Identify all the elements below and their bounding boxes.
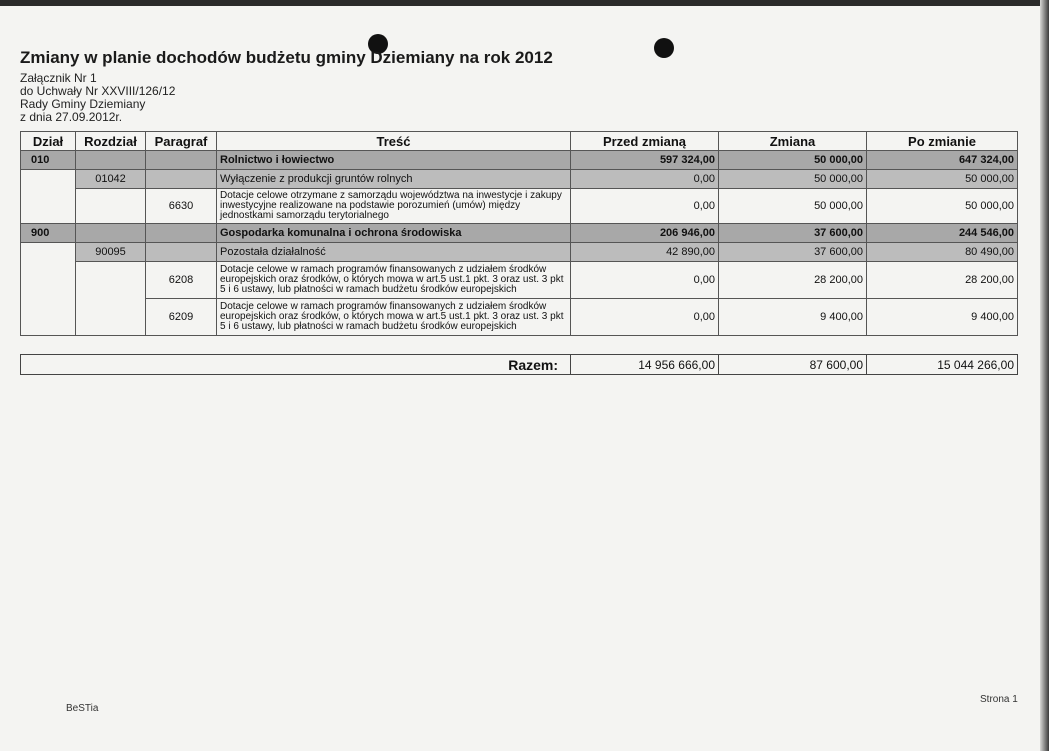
column-header: Przed zmianą bbox=[571, 132, 719, 151]
dzial-name: Gospodarka komunalna i ochrona środowiska bbox=[217, 224, 571, 243]
value-change: 37 600,00 bbox=[719, 224, 867, 243]
empty-cell bbox=[76, 224, 146, 243]
value-after: 9 400,00 bbox=[867, 299, 1018, 336]
table-row bbox=[21, 243, 1018, 262]
footer-software: BeSTia bbox=[66, 703, 99, 714]
value-before: 0,00 bbox=[571, 170, 719, 189]
rozdzial-name: Pozostała działalność bbox=[217, 243, 571, 262]
value-change: 50 000,00 bbox=[719, 170, 867, 189]
total-row bbox=[20, 354, 1018, 375]
table-row bbox=[21, 170, 1018, 189]
rozdzial-name: Wyłączenie z produkcji gruntów rolnych bbox=[217, 170, 571, 189]
value-change: 50 000,00 bbox=[719, 151, 867, 170]
paragraf-desc: Dotacje celowe w ramach programów finansowanych z udziałem środków europejskich oraz środków, o których mowa w art.5 ust.1 pkt. 3 oraz ust. 3 pkt 5 i 6 ustawy, lub płatności w ramach budżetu środków europejskich bbox=[217, 262, 571, 299]
empty-cell bbox=[76, 262, 146, 336]
empty-cell bbox=[21, 170, 76, 224]
value-after: 28 200,00 bbox=[867, 262, 1018, 299]
value-before: 42 890,00 bbox=[571, 243, 719, 262]
value-after: 244 546,00 bbox=[867, 224, 1018, 243]
value-before: 0,00 bbox=[571, 189, 719, 224]
page-number: Strona 1 bbox=[980, 694, 1018, 705]
dzial-name: Rolnictwo i łowiectwo bbox=[217, 151, 571, 170]
column-header: Treść bbox=[217, 132, 571, 151]
value-change: 9 400,00 bbox=[719, 299, 867, 336]
document-meta bbox=[20, 72, 175, 124]
value-before: 0,00 bbox=[571, 262, 719, 299]
paragraf-desc: Dotacje celowe otrzymane z samorządu województwa na inwestycje i zakupy inwestycyjne realizowane na podstawie porozumień (umów) między jednostkami samorządu terytorialnego bbox=[217, 189, 571, 224]
table-row bbox=[21, 189, 1018, 224]
value-change: 50 000,00 bbox=[719, 189, 867, 224]
dzial-code: 010 bbox=[21, 151, 76, 170]
paragraf-code: 6209 bbox=[146, 299, 217, 336]
total-before: 14 956 666,00 bbox=[571, 355, 719, 375]
paragraf-desc: Dotacje celowe w ramach programów finansowanych z udziałem środków europejskich oraz środków, o których mowa w art.5 ust.1 pkt. 3 oraz ust. 3 pkt 5 i 6 ustawy, lub płatności w ramach budżetu środków europejskich bbox=[217, 299, 571, 336]
meta-line: z dnia 27.09.2012r. bbox=[20, 110, 123, 124]
total-label: Razem: bbox=[508, 356, 558, 373]
table-row bbox=[21, 299, 1018, 336]
rozdzial-code: 01042 bbox=[76, 170, 146, 189]
meta-line: do Uchwały Nr XXVIII/126/12 bbox=[20, 84, 176, 98]
punch-hole bbox=[654, 38, 674, 58]
table-row bbox=[21, 151, 1018, 170]
empty-cell bbox=[146, 170, 217, 189]
empty-cell bbox=[146, 151, 217, 170]
value-after: 50 000,00 bbox=[867, 189, 1018, 224]
total-after: 15 044 266,00 bbox=[867, 355, 1018, 375]
rozdzial-code: 90095 bbox=[76, 243, 146, 262]
document-title: Zmiany w planie dochodów budżetu gminy Dziemiany na rok 2012 bbox=[20, 48, 553, 67]
value-before: 206 946,00 bbox=[571, 224, 719, 243]
value-after: 50 000,00 bbox=[867, 170, 1018, 189]
table-row bbox=[21, 262, 1018, 299]
value-after: 80 490,00 bbox=[867, 243, 1018, 262]
paragraf-code: 6208 bbox=[146, 262, 217, 299]
total-change: 87 600,00 bbox=[719, 355, 867, 375]
budget-table bbox=[20, 131, 1018, 336]
empty-cell bbox=[76, 151, 146, 170]
empty-cell bbox=[146, 243, 217, 262]
table-row bbox=[21, 224, 1018, 243]
column-header: Rozdział bbox=[76, 132, 146, 151]
meta-line: Załącznik Nr 1 bbox=[20, 71, 97, 85]
value-change: 28 200,00 bbox=[719, 262, 867, 299]
paragraf-code: 6630 bbox=[146, 189, 217, 224]
meta-line: Rady Gminy Dziemiany bbox=[20, 97, 146, 111]
empty-cell bbox=[146, 224, 217, 243]
value-before: 597 324,00 bbox=[571, 151, 719, 170]
column-header: Dział bbox=[21, 132, 76, 151]
column-header: Paragraf bbox=[146, 132, 217, 151]
table-header-row bbox=[21, 132, 1018, 151]
value-change: 37 600,00 bbox=[719, 243, 867, 262]
column-header: Zmiana bbox=[719, 132, 867, 151]
scan-edge bbox=[1040, 0, 1049, 751]
dzial-code: 900 bbox=[21, 224, 76, 243]
value-after: 647 324,00 bbox=[867, 151, 1018, 170]
value-before: 0,00 bbox=[571, 299, 719, 336]
column-header: Po zmianie bbox=[867, 132, 1018, 151]
document-page bbox=[0, 6, 1040, 751]
empty-cell bbox=[76, 189, 146, 224]
empty-cell bbox=[21, 243, 76, 336]
